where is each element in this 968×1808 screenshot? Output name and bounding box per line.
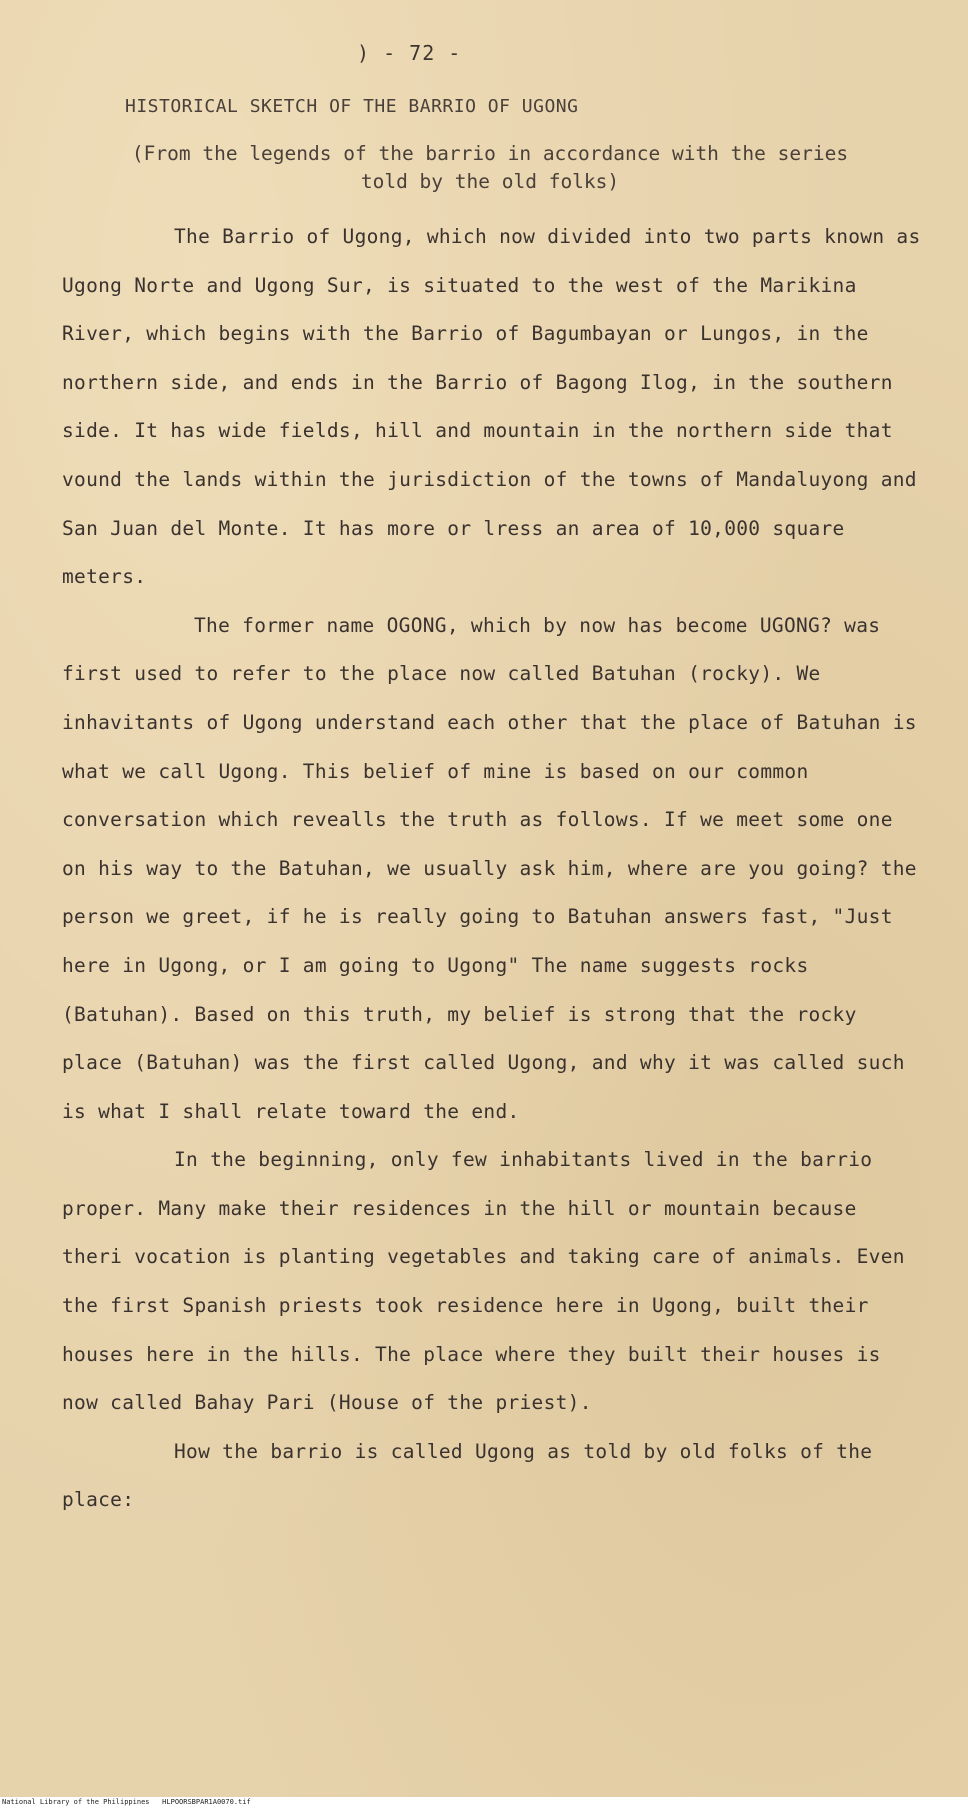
paragraph-location: The Barrio of Ugong, which now divided into two parts known as Ugong Norte and Ugong Sur, is situated to the west of the Marikina River, which begins with the Barrio of Bagumbayan or Lungos, in the northern side, and ends in the Barrio of Bagong Ilog, in the southern side. It has wide fields, hill and mountain in the northern side that vound the lands within the jurisdiction of the towns of Mandaluyong and San Juan del Monte. It has more or lress an area of 10,000 square meters. <box>62 225 921 589</box>
footer-file-id: HLPOORSBPAR1A0070.tif <box>162 1798 251 1806</box>
paragraph-beginning: In the beginning, only few inhabitants lived in the barrio proper. Many make their residences in the hill or mountain because theri vocation is planting vegetables and taking care of animals. Even the first Spanish priests took residence here in Ugong, built their houses here in the hills. The place where they built their houses is now called Bahay Pari (House of the priest). <box>62 1148 905 1415</box>
document-body <box>62 213 922 1525</box>
footer-caption <box>2 1798 251 1807</box>
page-number: ) - 72 - <box>357 41 462 65</box>
footer-library: National Library of the Philippines <box>2 1798 150 1806</box>
paragraph-how-called: How the barrio is called Ugong as told by old folks of the place: <box>62 1439 873 1512</box>
paragraph-former-name: The former name OGONG, which by now has become UGONG? was first used to refer to the place now called Batuhan (rocky). We inhavitants of Ugong understand each other that the place of Batuhan is what we call Ugong. This belief of mine is based on our common conversation which revealls the truth as follows. If we meet some one on his way to the Batuhan, we usually ask him, where are you going? the person we greet, if he is really going to Batuhan answers fast, "Just here in Ugong, or I am going to Ugong" The name suggests rocks (Batuhan). Based on this truth, my belief is strong that the rocky place (Batuhan) was the first called Ugong, and why it was called such is what I shall relate toward the end. <box>62 613 917 1123</box>
document-subtitle: (From the legends of the barrio in accordance with the series told by the old folks) <box>131 142 849 193</box>
document-title: HISTORICAL SKETCH OF THE BARRIO OF UGONG <box>125 96 579 117</box>
